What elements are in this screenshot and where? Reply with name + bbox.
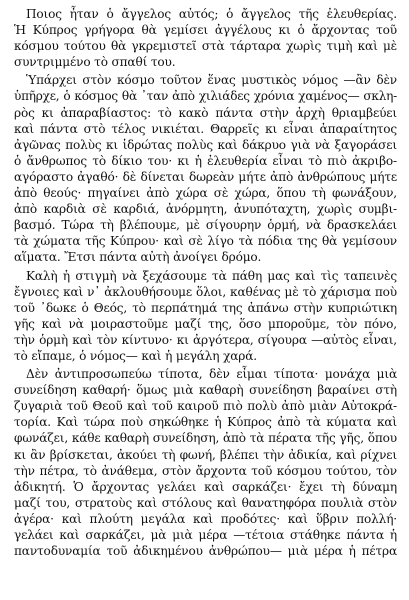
- text-line: ἀδικητή. Ὁ ἄρχοντας γελάει καὶ σαρκάζει· ἔχει τὴ δύναμη: [14, 479, 397, 494]
- text-line: γελάει καὶ σαρκάζει, μὰ μιὰ μέρα —τέτοια στάθηκε πάντα ἡ: [14, 528, 397, 542]
- text-line: τορία. Καὶ τώρα ποὺ σηκώθηκε ἡ Κύπρος ἀπὸ τὰ κύματα καὶ: [14, 415, 397, 430]
- text-line: τοῦ ᾽δωκε ὁ Θεός, τὸ περπάτημά της ἀπάνω στὴν κυπριώτικη: [14, 300, 397, 315]
- text-line: τὸ εἴπαμε, ὁ νόμος— καὶ ἡ μεγάλη χαρά.: [14, 348, 257, 363]
- text-line: συντριμμένο τὸ σπαθί του.: [14, 55, 176, 70]
- paragraph: [14, 72, 397, 265]
- body-text: [14, 6, 397, 559]
- text-line: ἀγέρα· καὶ πλούτη μεγάλα καὶ προδότες· καὶ ὕβριν πολλή·: [14, 511, 397, 526]
- text-line: Ἡ Κύπρος γρήγορα θὰ γεμίσει ἀγγέλους κι ὁ ἄρχοντας τοῦ: [14, 23, 397, 38]
- paragraph: [14, 6, 397, 70]
- text-line: Δὲν ἀντιπροσωπεύω τίποτα, δὲν εἶμαι τίποτα· μονάχα μιὰ: [26, 367, 397, 382]
- paragraph: [14, 366, 397, 559]
- text-line: αἵματα. Ἔτσι πάντα αὐτὴ ἀνοίγει δρόμο.: [14, 250, 262, 265]
- text-line: φωνάζει, κάθε καθαρὴ συνείδηση, ἀπὸ τὰ πέρατα τῆς γῆς, ὅπου: [14, 431, 397, 446]
- text-line: ἀπὸ καρδιὰ σὲ καρδιά, ἀνόρμητη, ἀνυπόταχτη, χωρὶς συμβι-: [14, 202, 397, 217]
- text-line: ζυγαριὰ τοῦ Θεοῦ καὶ τοῦ καιροῦ πιὸ πολὺ ἀπὸ μιὰν Αὐτοκρά-: [14, 399, 397, 414]
- text-line: γῆς καὶ νὰ μοιραστοῦμε μαζί της, ὅσο μποροῦμε, τὸν πόνο,: [14, 316, 397, 331]
- text-line: ἔγνοιες καὶ ν᾽ ἀκλουθήσουμε ὅλοι, καθένας μὲ τὸ χάρισμα ποὺ: [14, 284, 397, 299]
- text-line: μαζί του, στρατοὺς καὶ στόλους καὶ θανατηφόρα πουλιὰ στὸν: [14, 495, 397, 510]
- text-line: ὁ ἄνθρωπος τὸ δίκιο του· κι ἡ ἐλευθερία εἶναι τὸ πιὸ ἀκριβο-: [14, 153, 397, 168]
- text-line: ἀπὸ θεούς· πηγαίνει ἀπὸ χώρα σὲ χώρα, ὅπου τὴ φωνάξουν,: [14, 186, 397, 201]
- text-line: κόσμου τούτου θὰ γκρεμιστεῖ στὰ τάρταρα χωρὶς τιμὴ καὶ μὲ: [14, 39, 397, 54]
- text-line: κι ἂν βρίσκεται, ἀκούει τὴ φωνή, βλέπει τὴν ἀδικία, καὶ ρίχνει: [14, 447, 397, 462]
- text-line: Ποιος ἦταν ὁ ἄγγελος αὐτός; ὁ ἄγγελος τῆς ἐλευθερίας.: [26, 7, 397, 21]
- text-line: τὴν πέτρα, τὸ ἀνάθεμα, στὸν ἄρχοντα τοῦ κόσμου τούτου, τὸν: [14, 463, 397, 478]
- text-line: τὰ χώματα τῆς Κύπρου· καὶ σὲ λίγο τὰ πόδια της θὰ γεμίσουν: [14, 234, 397, 249]
- text-line: Καλὴ ἡ στιγμὴ νὰ ξεχάσουμε τὰ πάθη μας καὶ τὶς ταπεινὲς: [26, 268, 397, 283]
- text-line: τὴν ὁρμὴ καὶ τὸν κίντυνο· κι ἀργότερα, σίγουρα —αὐτὸς εἶναι,: [14, 332, 397, 347]
- text-line: βασμό. Τώρα τὴ βλέπουμε, μὲ σίγουρην ὁρμή, νὰ δρασκελάει: [14, 218, 397, 233]
- text-line: συνείδηση καθαρή· ὅμως μιὰ καθαρὴ συνείδηση βαραίνει στὴ: [14, 383, 397, 398]
- text-line: παντοδυναμία τοῦ ἀδικημένου ἀνθρώπου— μιὰ μέρα ἡ πέτρα: [14, 544, 397, 559]
- text-line: καὶ πάντα στὸ τέλος νικιέται. Θαρρεῖς κι εἶναι ἀπαραίτητος: [14, 121, 397, 136]
- text-line: αγόραστο ἀγαθό· δὲ δίνεται δωρεὰν μήτε ἀπὸ ἀνθρώπους μήτε: [14, 169, 397, 184]
- paragraph: [14, 268, 397, 365]
- text-line: Ὑπάρχει στὸν κόσμο τοῦτον ἕνας μυστικὸς νόμος —ἂν δὲν: [26, 73, 397, 88]
- text-line: ρὸς κι ἀπαραβίαστος: τὸ κακὸ πάντα στὴν ἀρχὴ θριαμβεύει: [14, 105, 397, 120]
- text-line: ὑπῆρχε, ὁ κόσμος θὰ ᾽ταν ἀπὸ χιλιάδες χρόνια χαμένος— σκλη-: [14, 89, 397, 104]
- text-line: ἀγῶνας πολὺς κι ἱδρώτας πολὺς καὶ δάκρυο γιὰ νὰ ξαγοράσει: [14, 137, 397, 152]
